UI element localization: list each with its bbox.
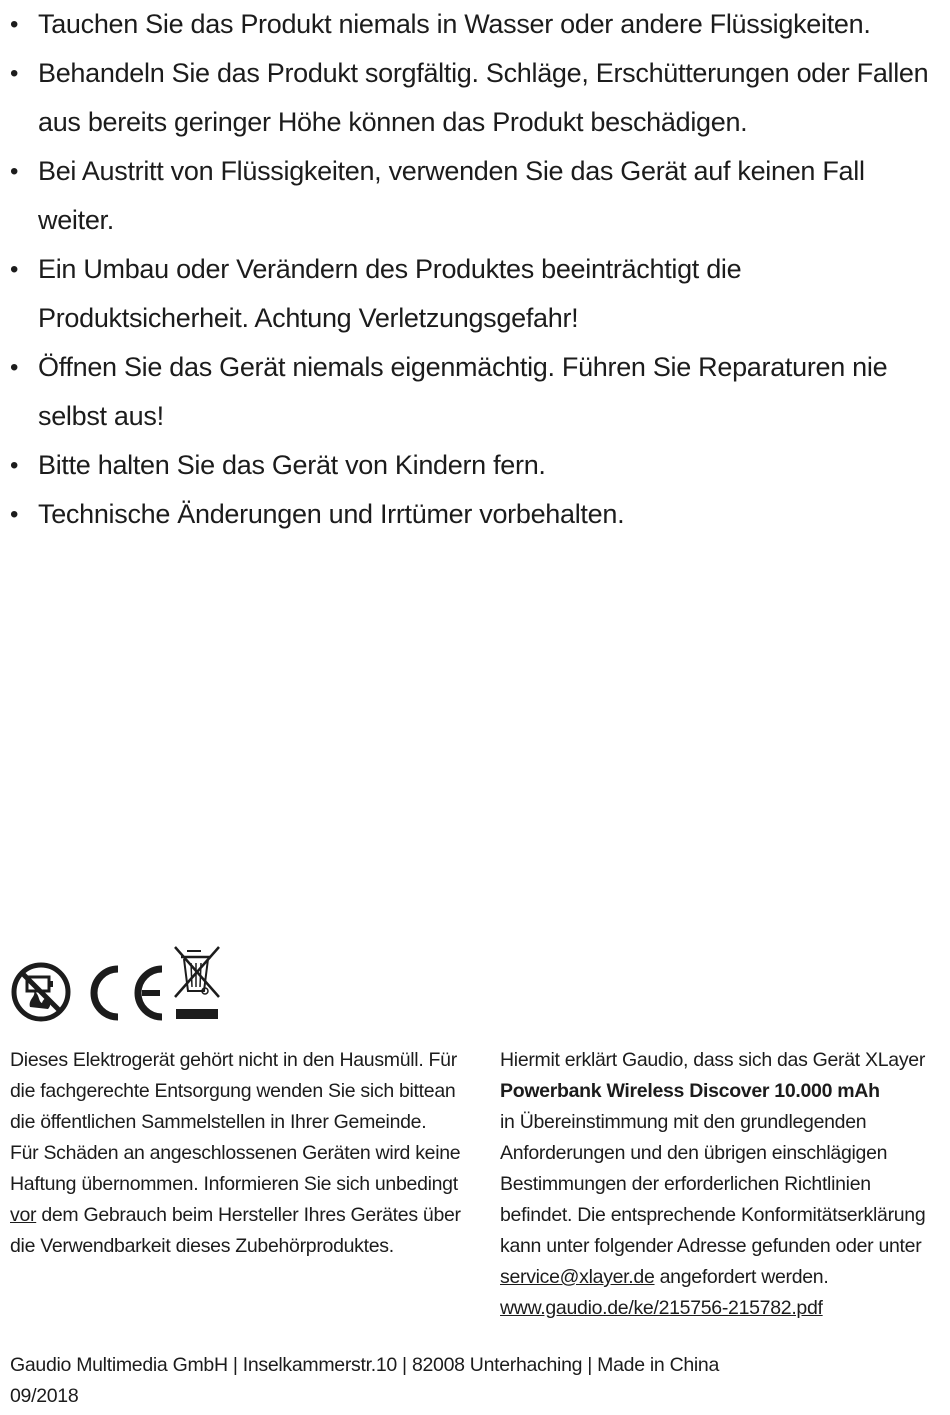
list-item: • Ein Umbau oder Verändern des Produktes beeinträchtigt die Produktsicherheit. Achtung Verletzungsgefahr!: [10, 245, 940, 343]
no-battery-fire-icon: [10, 961, 72, 1023]
list-item: • Technische Änderungen und Irrtümer vorbehalten.: [10, 490, 940, 539]
liability-text-part: dem Gebrauch beim Hersteller Ihres Gerätes über die Verwendbarkeit dieses Zubehörproduktes.: [10, 1204, 461, 1257]
email-link[interactable]: service@xlayer.de: [500, 1266, 655, 1288]
liability-text: [10, 1138, 470, 1262]
ce-mark-icon: [82, 963, 170, 1023]
safety-instructions-list: [10, 0, 940, 539]
print-date: 09/2018: [10, 1385, 79, 1407]
product-name: Powerbank Wireless Discover 10.000 mAh: [500, 1080, 880, 1102]
conformity-text: [500, 1045, 945, 1324]
list-item: • Behandeln Sie das Produkt sorgfältig. Schläge, Erschütterungen oder Fallen aus bereits geringer Höhe können das Produkt beschädigen.: [10, 49, 940, 147]
liability-text-part: Für Schäden an angeschlossenen Geräten wird keine Haftung übernommen. Informieren Sie sich unbedingt: [10, 1142, 461, 1195]
disposal-notice: [10, 1045, 470, 1262]
conformity-closing: angefordert werden.: [654, 1266, 829, 1288]
list-item: • Bei Austritt von Flüssigkeiten, verwenden Sie das Gerät auf keinen Fall weiter.: [10, 147, 940, 245]
conformity-intro: Hiermit erklärt Gaudio, dass sich das Gerät XLayer: [500, 1049, 926, 1071]
crossed-out-bin-icon: [173, 945, 223, 1023]
declaration-url-link[interactable]: www.gaudio.de/ke/215756-215782.pdf: [500, 1297, 823, 1319]
list-item: • Bitte halten Sie das Gerät von Kindern fern.: [10, 441, 940, 490]
footer: [10, 1350, 719, 1412]
disposal-text: Dieses Elektrogerät gehört nicht in den Hausmüll. Für die fachgerechte Entsorgung wenden Sie sich bittean die öffentlichen Sammelstellen in Ihrer Gemeinde.: [10, 1049, 457, 1133]
compliance-symbols: [10, 945, 240, 1025]
underlined-word: vor: [10, 1204, 37, 1226]
list-item: • Tauchen Sie das Produkt niemals in Wasser oder andere Flüssigkeiten.: [10, 0, 940, 49]
conformity-body: in Übereinstimmung mit den grundlegenden Anforderungen und den übrigen einschlägigen Bestimmungen der erforderlichen Richtlinien befindet. Die entsprechende Konformitätserklärung kann unter folgender Adresse gefunden oder unter: [500, 1111, 926, 1257]
company-address: Gaudio Multimedia GmbH | Inselkammerstr.10 | 82008 Unterhaching | Made in China: [10, 1354, 720, 1376]
list-item: • Öffnen Sie das Gerät niemals eigenmächtig. Führen Sie Reparaturen nie selbst aus!: [10, 343, 940, 441]
declaration-of-conformity: [500, 1045, 945, 1324]
